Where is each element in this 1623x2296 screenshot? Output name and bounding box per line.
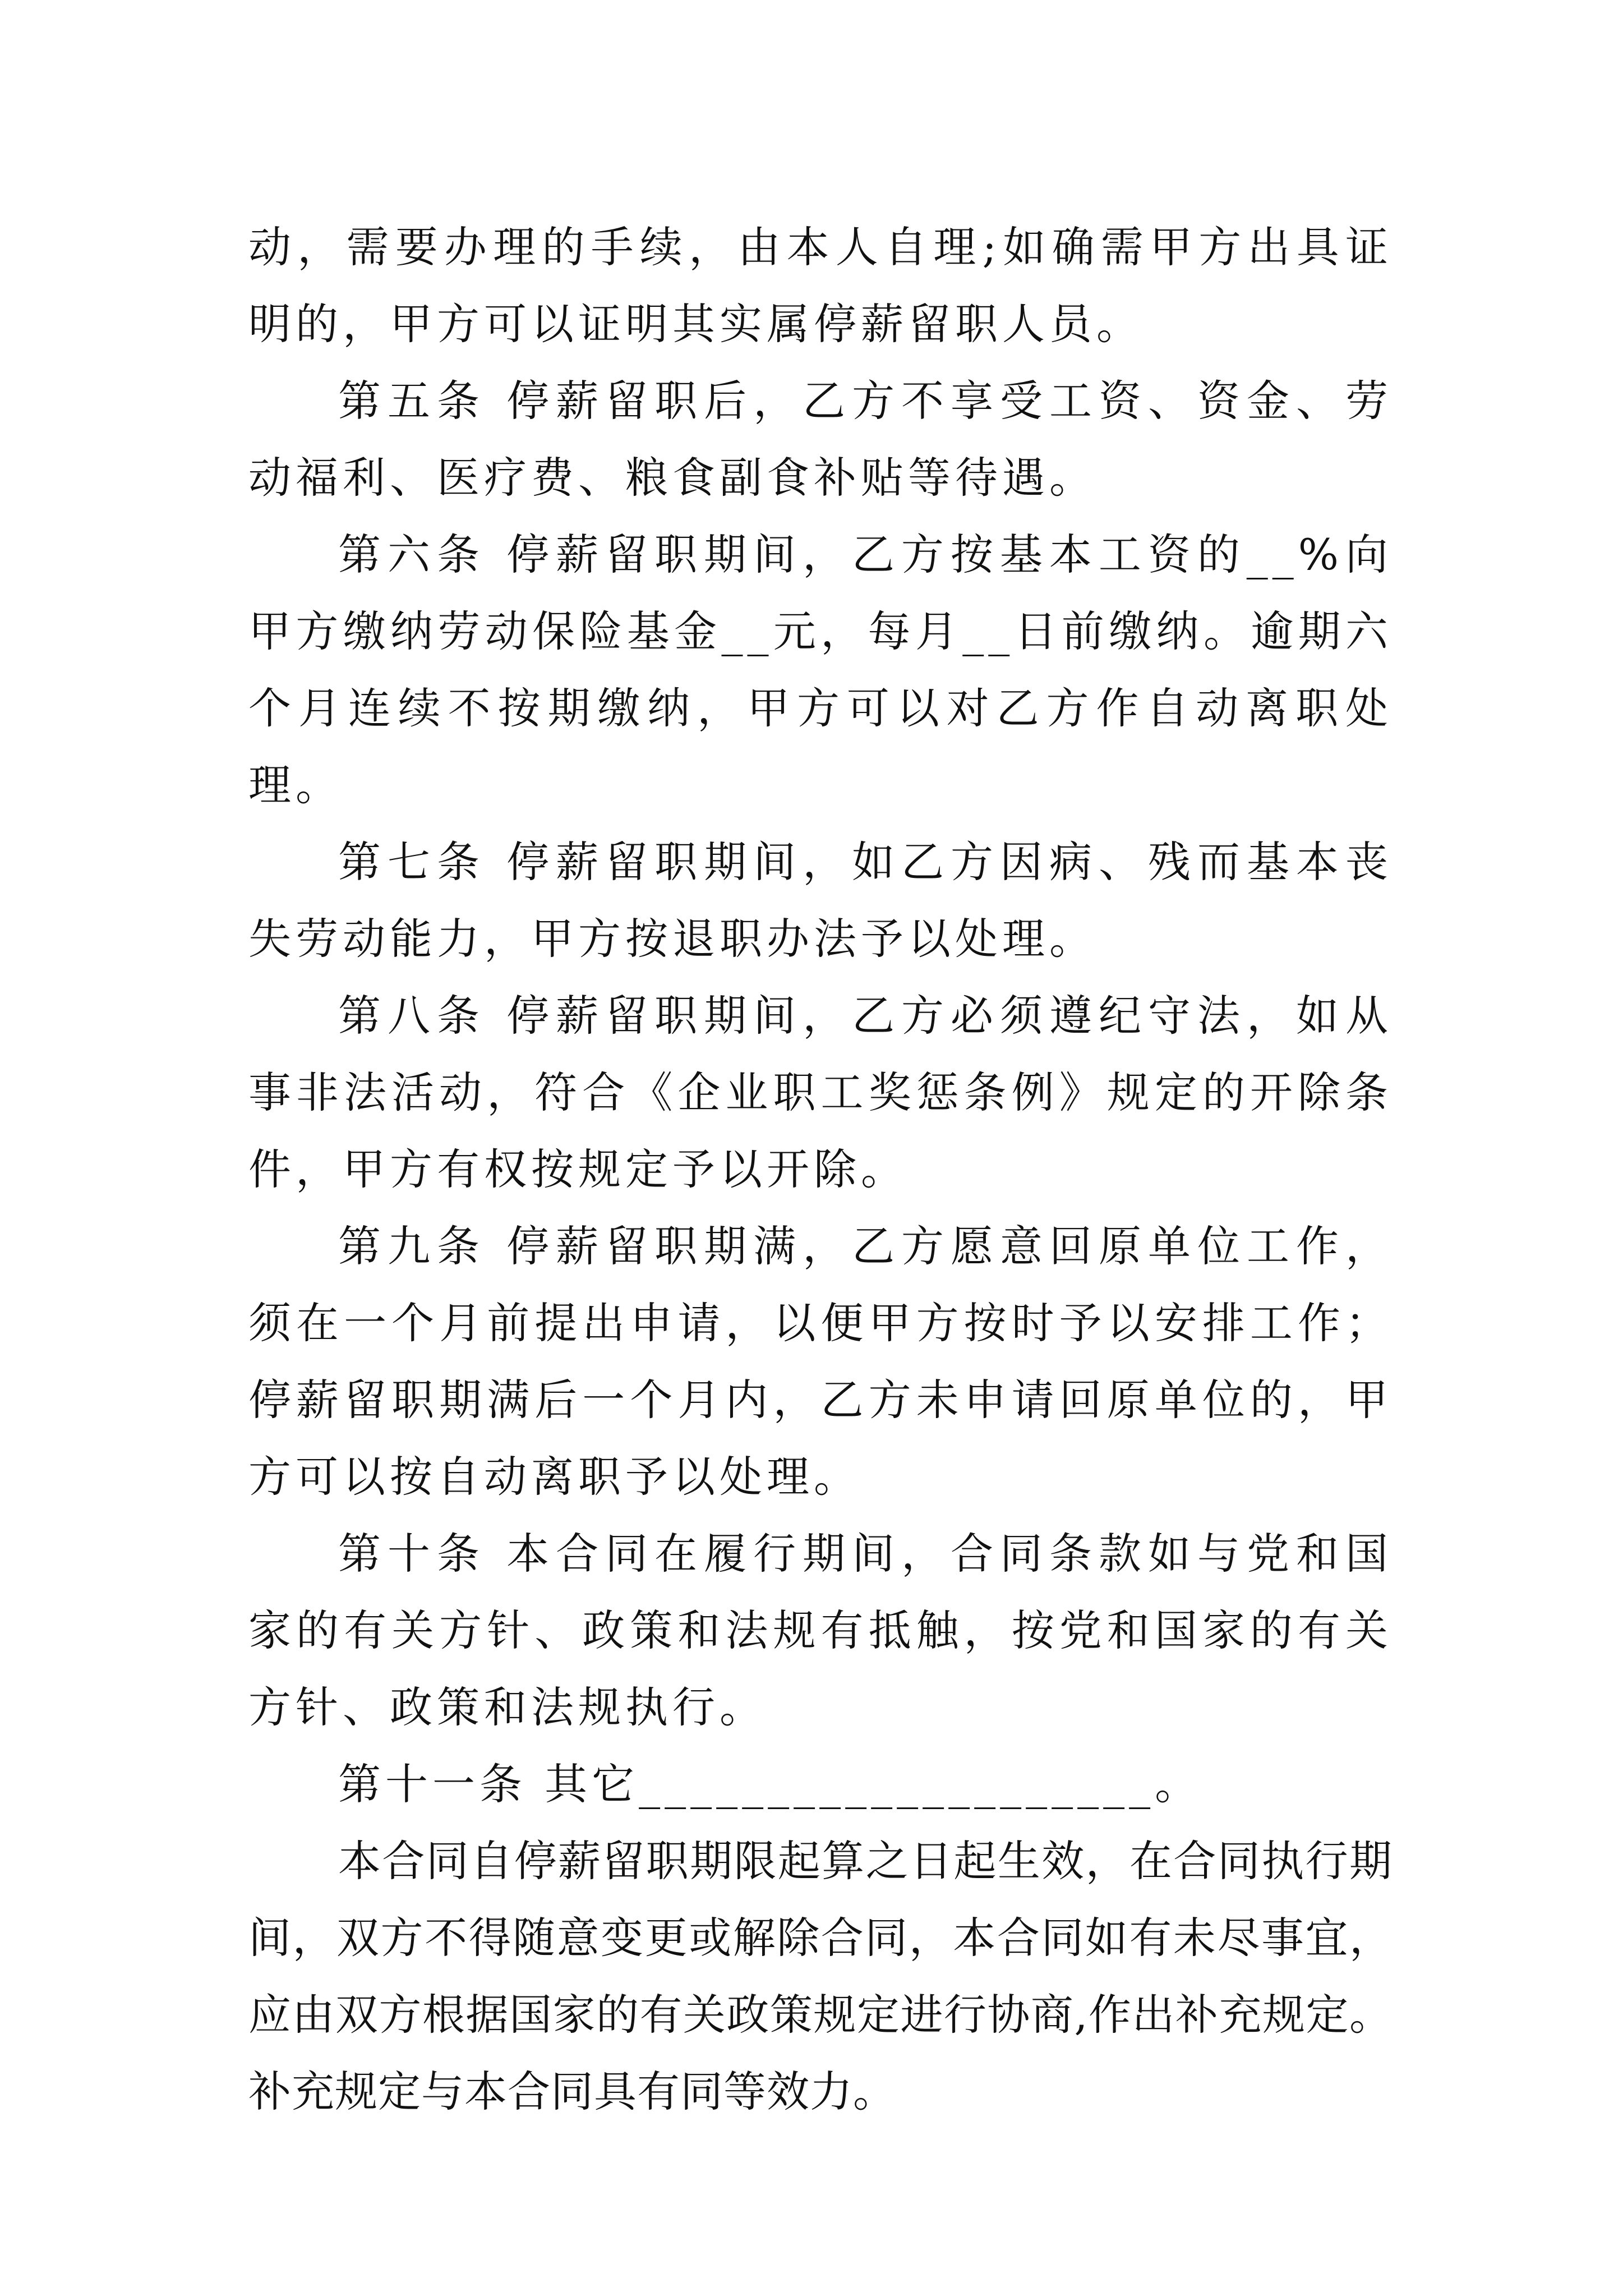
paragraph-effective: 本合同自停薪留职期限起算之日起生效，在合同执行期间，双方不得随意变更或解除合同，本合同如有未尽事宜，应由双方根据国家的有关政策规定进行协商,作出补充规定。补充规定与本合同具有同等效力。: [248, 1836, 1393, 2116]
article-6: 第六条 停薪留职期间，乙方按基本工资的__%向甲方缴纳劳动保险基金__元，每月__日前缴纳。逾期六个月连续不按期缴纳，甲方可以对乙方作自动离职处理。: [248, 530, 1393, 810]
paragraph-continued: 动，需要办理的手续，由本人自理;如确需甲方出具证明的，甲方可以证明其实属停薪留职人员。: [248, 222, 1393, 349]
document-body: [248, 209, 1393, 2130]
article-5: 第五条 停薪留职后，乙方不享受工资、资金、劳动福利、医疗费、粮食副食补贴等待遇。: [248, 376, 1393, 503]
article-9: 第九条 停薪留职期满，乙方愿意回原单位工作，须在一个月前提出申请，以便甲方按时予以安排工作；停薪留职期满后一个月内，乙方未申请回原单位的，甲方可以按自动离职予以处理。: [248, 1221, 1393, 1502]
article-7: 第七条 停薪留职期间，如乙方因病、残而基本丧失劳动能力，甲方按退职办法予以处理。: [248, 837, 1393, 964]
article-11: 第十一条 其它____________________。: [338, 1759, 1202, 1809]
article-10: 第十条 本合同在履行期间，合同条款如与党和国家的有关方针、政策和法规有抵触，按党和国家的有关方针、政策和法规执行。: [248, 1529, 1393, 1732]
article-8: 第八条 停薪留职期间，乙方必须遵纪守法，如从事非法活动，符合《企业职工奖惩条例》规定的开除条件，甲方有权按规定予以开除。: [248, 991, 1393, 1194]
